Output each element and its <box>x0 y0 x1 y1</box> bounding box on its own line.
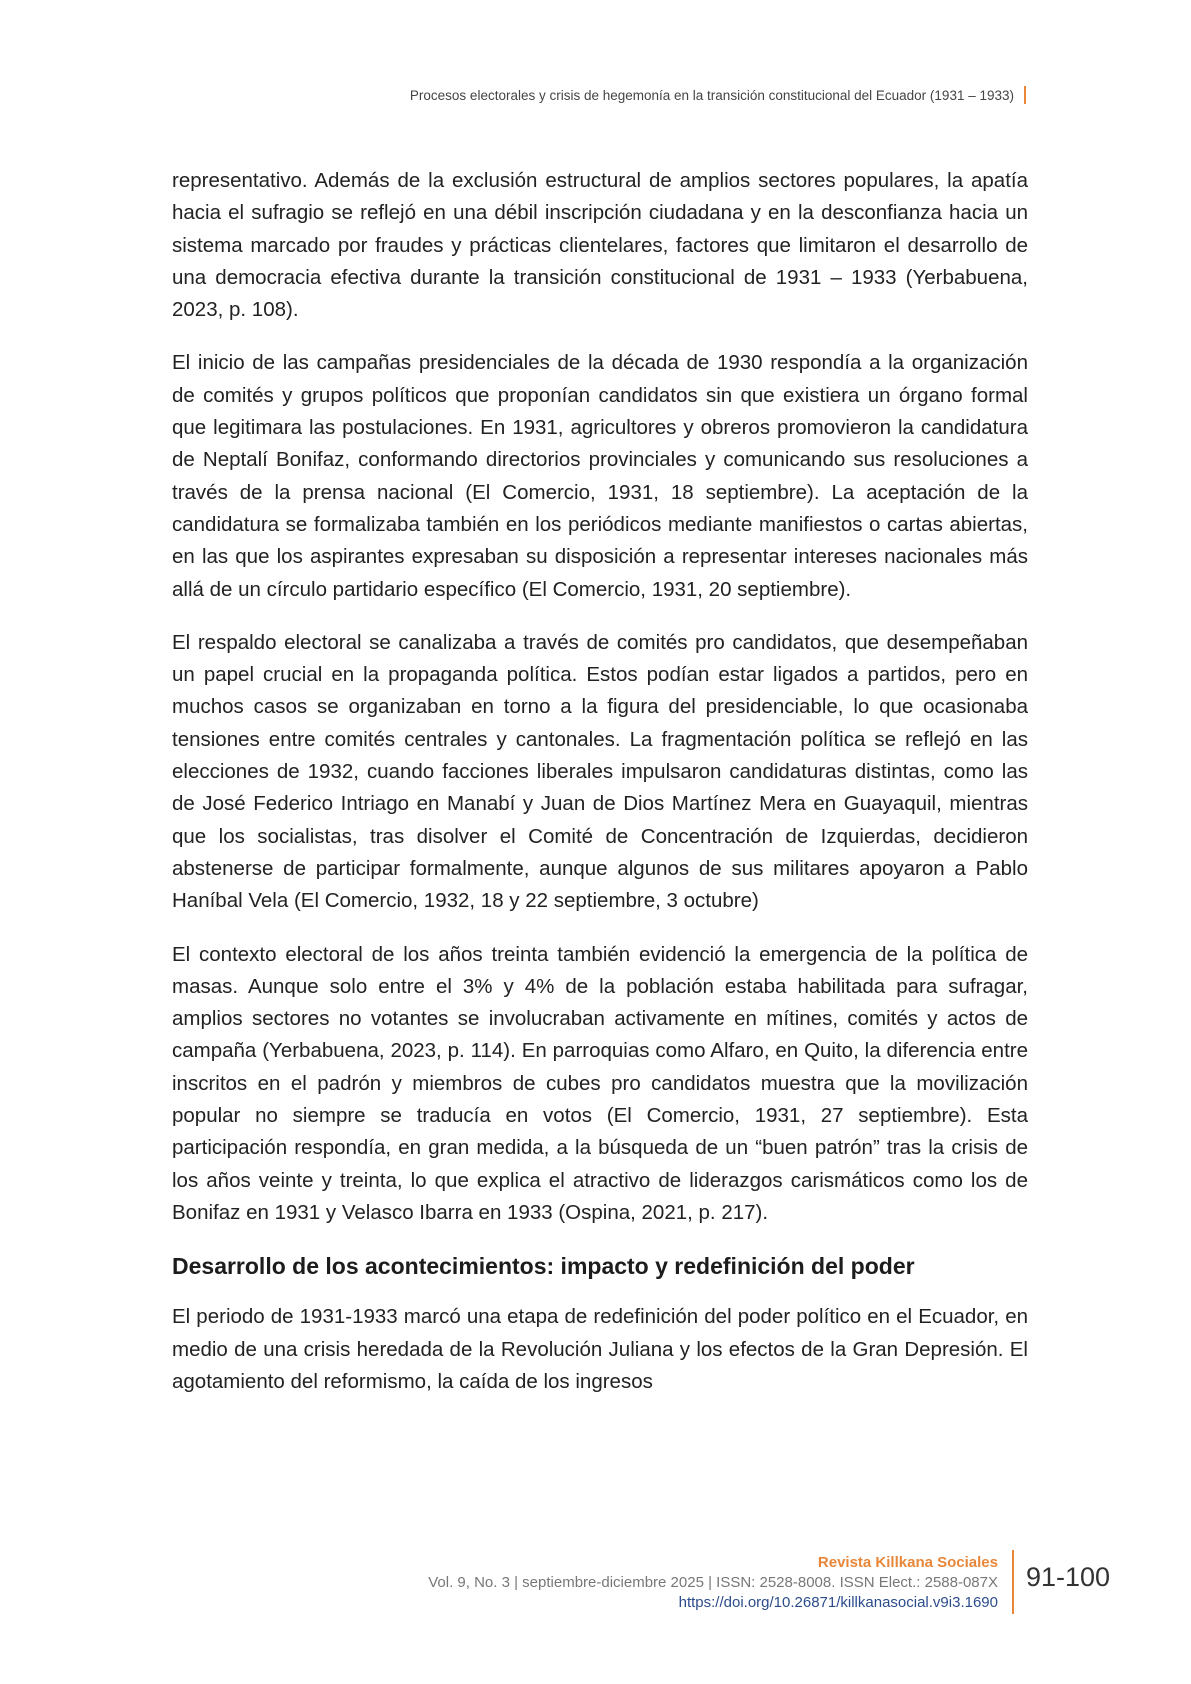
paragraph-1: representativo. Además de la exclusión estructural de amplios sectores populares, la apatía hacia el sufragio se reflejó en una débil inscripción ciudadana y en la desconfianza hacia un sistema marcado por fraudes y prácticas clientelares, factores que limitaron el desarrollo de una democracia efectiva durante la transición constitucional de 1931 – 1933 (Yerbabuena, 2023, p. 108). <box>172 169 1028 322</box>
issue-info: Vol. 9, No. 3 | septiembre-diciembre 2025 | ISSN: 2528-8008. ISSN Elect.: 2588-087X <box>428 1574 998 1591</box>
page-range: 91-100 <box>1026 1562 1111 1592</box>
paragraph-4: El contexto electoral de los años treinta también evidenció la emergencia de la política de masas. Aunque solo entre el 3% y 4% de la población estaba habilitada para sufragar, amplios sectores no votantes se involucraban activamente en mítines, comités y actos de campaña (Yerbabuena, 2023, p. 114). En parroquias como Alfaro, en Quito, la diferencia entre inscritos en el padrón y miembros de cubes pro candidatos muestra que la movilización popular no siempre se traducía en votos (El Comercio, 1931, 27 septiembre). Esta participación respondía, en gran medida, a la búsqueda de un “buen patrón” tras la crisis de los años veinte y treinta, lo que explica el atractivo de liderazgos carismáticos como los de Bonifaz en 1931 y Velasco Ibarra en 1933 (Ospina, 2021, p. 217). <box>172 942 1028 1224</box>
paragraph-5: El periodo de 1931-1933 marcó una etapa de redefinición del poder político en el Ecuador, en medio de una crisis heredada de la Revolución Juliana y los efectos de la Gran Depresión. El agotamiento del reformismo, la caída de los ingresos <box>172 1305 1028 1393</box>
paragraph-3: El respaldo electoral se canalizaba a través de comités pro candidatos, que desempeñaban un papel crucial en la propaganda política. Estos podían estar ligados a partidos, pero en muchos casos se organizaban en torno a la figura del presidenciable, lo que ocasionaba tensiones entre comités centrales y cantonales. La fragmentación política se reflejó en las elecciones de 1932, cuando facciones liberales impulsaron candidaturas distintas, como las de José Federico Intriago en Manabí y Juan de Dios Martínez Mera en Guayaquil, mientras que los socialistas, tras disolver el Comité de Concentración de Izquierdas, decidieron abstenerse de participar formalmente, aunque algunos de sus militares apoyaron a Pablo Haníbal Vela (El Comercio, 1932, 18 y 22 septiembre, 3 octubre) <box>172 630 1028 913</box>
section-heading: Desarrollo de los acontecimientos: impacto y redefinición del poder <box>172 1253 915 1280</box>
doi-link[interactable]: https://doi.org/10.26871/killkanasocial.v9i3.1690 <box>678 1594 998 1611</box>
running-title: Procesos electorales y crisis de hegemonía en la transición constitucional del Ecuador (1931 – 1933) <box>409 87 1014 103</box>
running-header <box>410 86 1026 104</box>
footer-meta <box>428 1553 998 1613</box>
journal-name: Revista Killkana Sociales <box>817 1554 998 1571</box>
footer-accent-divider <box>1012 1550 1014 1614</box>
paragraph-2: El inicio de las campañas presidenciales de la década de 1930 respondía a la organización de comités y grupos políticos que proponían candidatos sin que existiera un órgano formal que legitimara las postulaciones. En 1931, agricultores y obreros promovieron la candidatura de Neptalí Bonifaz, conformando directorios provinciales y comunicando sus resoluciones a través de la prensa nacional (El Comercio, 1931, 18 septiembre). La aceptación de la candidatura se formalizaba también en los periódicos mediante manifiestos o cartas abiertas, en las que los aspirantes expresaban su disposición a representar intereses nacionales más allá de un círculo partidario específico (El Comercio, 1931, 20 septiembre). <box>172 351 1028 601</box>
article-body <box>172 165 1028 1419</box>
header-accent-bar <box>1024 86 1026 104</box>
